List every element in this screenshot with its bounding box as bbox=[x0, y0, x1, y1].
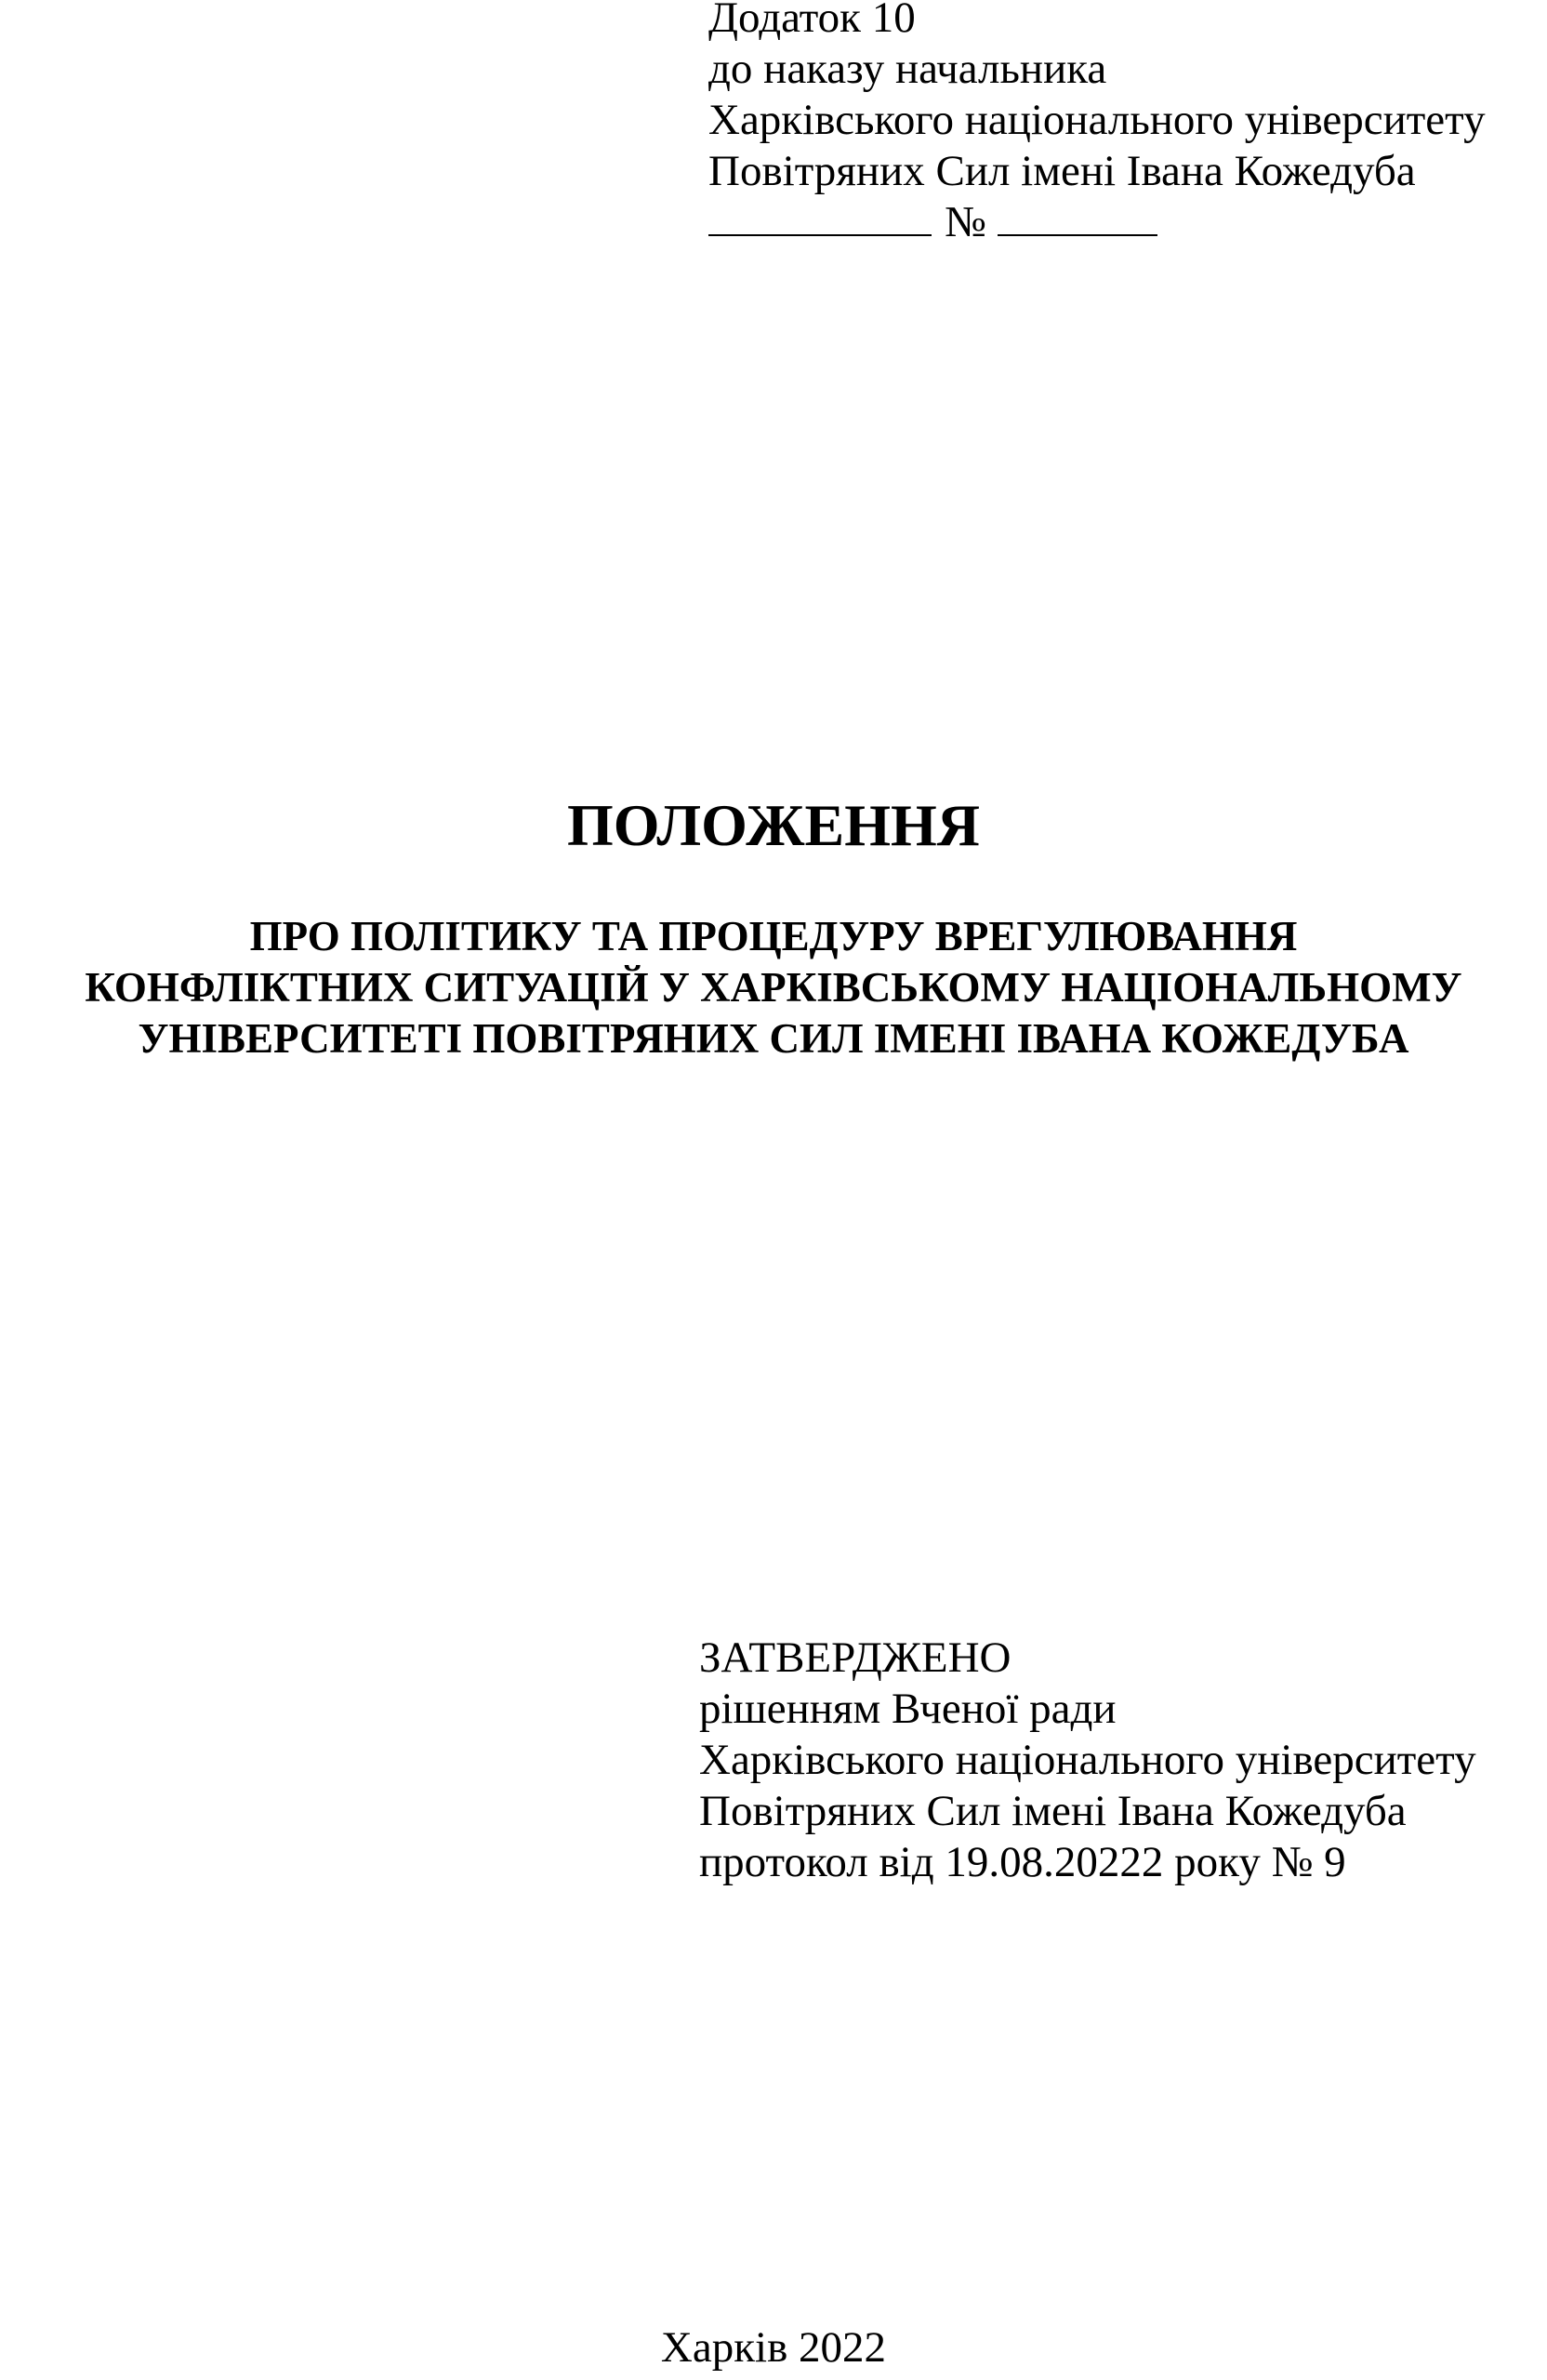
document-subtitle bbox=[0, 911, 1547, 1064]
subtitle-line-2: КОНФЛІКТНИХ СИТУАЦІЙ У ХАРКІВСЬКОМУ НАЦІОНАЛЬНОМУ bbox=[85, 964, 1462, 1011]
appendix-university-name-line: Повітряних Сил імені Івана Кожедуба bbox=[708, 147, 1416, 195]
approval-university-line: Харківського національного університету bbox=[699, 1736, 1476, 1784]
subtitle-line-3: УНІВЕРСИТЕТІ ПОВІТРЯНИХ СИЛ ІМЕНІ ІВАНА КОЖЕДУБА bbox=[138, 1015, 1409, 1062]
approval-block bbox=[699, 1633, 1476, 1888]
appendix-header bbox=[708, 0, 1486, 248]
document-title: ПОЛОЖЕННЯ bbox=[567, 792, 980, 858]
appendix-date-number-line bbox=[708, 197, 1486, 248]
appendix-university-line: Харківського національного університету bbox=[708, 96, 1486, 144]
subtitle-line-1: ПРО ПОЛІТИКУ ТА ПРОЦЕДУРУ ВРЕГУЛЮВАННЯ bbox=[249, 913, 1298, 959]
approval-protocol-line: протокол від 19.08.20222 року № 9 bbox=[699, 1838, 1346, 1886]
approval-decision-line: рішенням Вченої ради bbox=[699, 1685, 1117, 1733]
city-year-footer: Харків 2022 bbox=[660, 2323, 887, 2372]
appendix-order-line: до наказу начальника bbox=[708, 45, 1107, 93]
appendix-number: Додаток 10 bbox=[708, 0, 916, 42]
approval-university-name-line: Повітряних Сил імені Івана Кожедуба bbox=[699, 1787, 1407, 1835]
approval-heading: ЗАТВЕРДЖЕНО bbox=[699, 1633, 1012, 1682]
number-blank-line bbox=[998, 197, 1157, 236]
date-blank-line bbox=[708, 197, 932, 236]
number-sign: № bbox=[945, 198, 986, 246]
